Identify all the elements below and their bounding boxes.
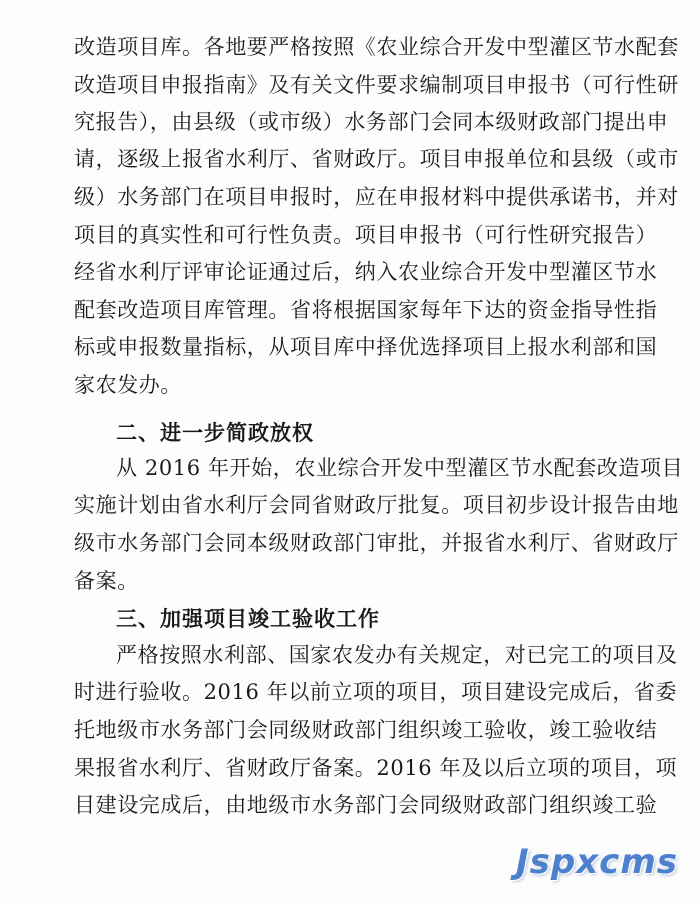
- watermark-logo: Jspxcms: [516, 842, 678, 882]
- text-line: 改造项目申报指南》及有关文件要求编制项目申报书（可行性研: [74, 73, 679, 97]
- text-line: 改造项目库。各地要严格按照《农业综合开发中型灌区节水配套: [74, 35, 679, 59]
- text-line: 时进行验收。2016 年以前立项的项目，项目建设完成后，省委: [74, 680, 678, 704]
- text-line: 配套改造项目库管理。省将根据国家每年下达的资金指导性指: [74, 298, 658, 322]
- text-line: 级）水务部门在项目申报时，应在申报材料中提供承诺书，并对: [74, 185, 679, 209]
- text-line: 经省水利厅评审论证通过后，纳入农业综合开发中型灌区节水: [74, 260, 658, 284]
- text-line: 从 2016 年开始，农业综合开发中型灌区节水配套改造项目: [116, 456, 684, 480]
- text-line: 备案。: [74, 569, 139, 593]
- section-heading: 三、加强项目竣工验收工作: [116, 607, 380, 631]
- text-line: 标或申报数量指标，从项目库中择优选择项目上报水利部和国: [74, 335, 658, 359]
- text-line: 严格按照水利部、国家农发办有关规定，对已完工的项目及: [116, 643, 678, 667]
- text-line: 项目的真实性和可行性负责。项目申报书（可行性研究报告）: [74, 223, 658, 247]
- text-line: 家农发办。: [74, 373, 182, 397]
- section-heading: 二、进一步简政放权: [116, 421, 314, 445]
- text-line: 级市水务部门会同本级财政部门审批，并报省水利厅、省财政厅: [74, 531, 679, 555]
- text-line: 目建设完成后，由地级市水务部门会同级财政部门组织竣工验: [74, 793, 658, 817]
- text-line: 果报省水利厅、省财政厅备案。2016 年及以后立项的项目，项: [74, 756, 678, 780]
- text-line: 托地级市水务部门会同级财政部门组织竣工验收，竣工验收结: [74, 718, 658, 742]
- text-line: 究报告），由县级（或市级）水务部门会同本级财政部门提出申: [74, 110, 669, 134]
- text-line: 请，逐级上报省水利厅、省财政厅。项目申报单位和县级（或市: [74, 147, 679, 171]
- text-line: 实施计划由省水利厅会同省财政厅批复。项目初步设计报告由地: [74, 493, 679, 517]
